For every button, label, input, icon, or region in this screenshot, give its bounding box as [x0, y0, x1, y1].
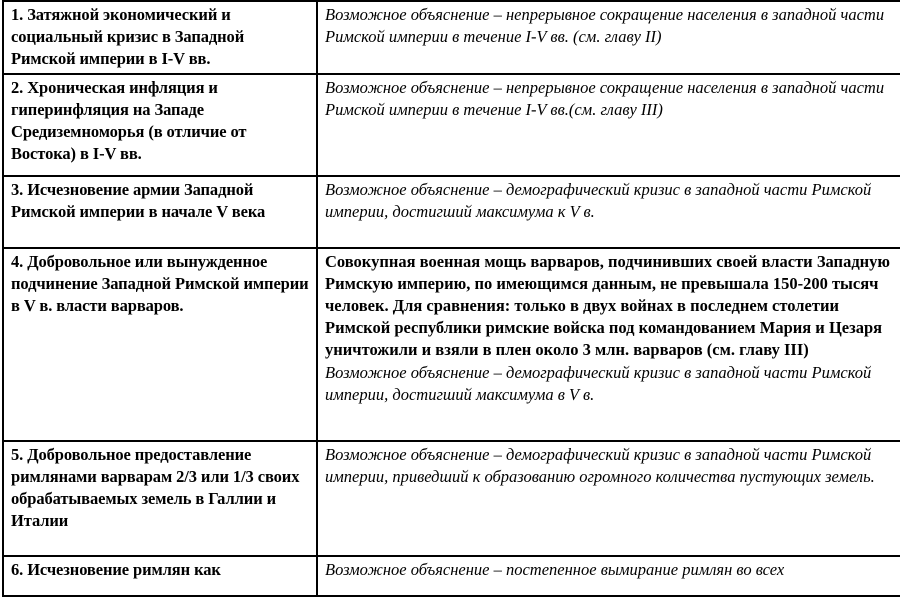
paragraph: Возможное объяснение – демографический кризис в западной части Римской империи, достигший максимума к V в.	[325, 179, 872, 221]
paragraph: Возможное объяснение – постепенное вымирание римлян во всех	[325, 559, 785, 579]
table-row	[3, 176, 900, 248]
table-cell-claim-3	[3, 176, 317, 248]
table-cell-explanation-2	[317, 74, 900, 176]
table-row	[3, 441, 900, 556]
table-cell-explanation-5	[317, 441, 900, 556]
paragraph: Возможное объяснение – непрерывное сокращение населения в западной части Римской империи в течение I-V вв. (см. главу II)	[325, 5, 885, 47]
table-body	[3, 1, 900, 596]
paragraph: 6. Исчезновение римлян как	[11, 559, 221, 579]
table-row	[3, 1, 900, 74]
table-row	[3, 74, 900, 176]
comparison-table	[2, 0, 900, 597]
paragraph: 3. Исчезновение армии Западной Римской империи в начале V века	[11, 179, 266, 221]
table-cell-claim-5	[3, 441, 317, 556]
table-cell-claim-4	[3, 248, 317, 441]
table-row	[3, 248, 900, 441]
paragraph: 2. Хроническая инфляция и гиперинфляция на Западе Средиземноморья (в отличие от Востока) в I-V вв.	[11, 77, 247, 164]
table-cell-claim-6	[3, 556, 317, 596]
paragraph: 5. Добровольное предоставление римлянами варварам 2/3 или 1/3 своих обрабатываемых земель в Галлии и Италии	[11, 444, 300, 531]
paragraph: 4. Добровольное или вынужденное подчинение Западной Римской империи в V в. власти варваров.	[11, 251, 309, 316]
table-cell-explanation-3	[317, 176, 900, 248]
paragraph-body: Совокупная военная мощь варваров, подчинивших своей власти Западную Римскую империю, по имеющимся данным, не превышала 150-200 тысяч человек. Для сравнения: только в двух войнах в последнем столетии Римской республики римские войска под командованием Мария и Цезаря уничтожили и взяли в плен около 3 млн. варваров (см. главу III)	[325, 251, 891, 360]
table-cell-explanation-1	[317, 1, 900, 74]
table-cell-claim-1	[3, 1, 317, 74]
table-cell-claim-2	[3, 74, 317, 176]
paragraph: 1. Затяжной экономический и социальный кризис в Западной Римской империи в I-V вв.	[11, 5, 245, 69]
paragraph: Возможное объяснение – непрерывное сокращение населения в западной части Римской империи в течение I-V вв.(см. главу III)	[325, 77, 885, 119]
paragraph-explanation: Возможное объяснение – демографический кризис в западной части Римской империи, достигший максимума в V в.	[325, 362, 872, 404]
table-cell-explanation-6	[317, 556, 900, 596]
paragraph: Возможное объяснение – демографический кризис в западной части Римской империи, приведший к образованию огромного количества пустующих земель.	[325, 444, 875, 486]
table-row	[3, 556, 900, 596]
table-cell-explanation-4	[317, 248, 900, 441]
